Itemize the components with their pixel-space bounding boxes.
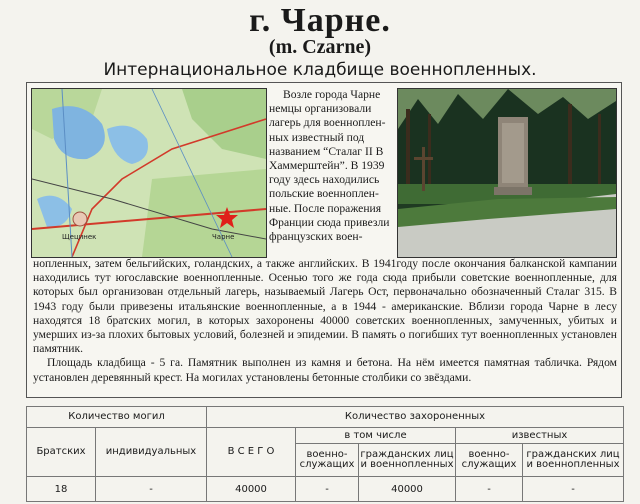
- intro-line: французских воен-: [269, 230, 363, 244]
- memorial-photo: [397, 88, 617, 258]
- intro-line: Возле города Чарне: [283, 88, 381, 101]
- buried-count-header: Количество захороненных: [207, 407, 624, 428]
- military-value: -: [296, 477, 359, 502]
- section-heading: Интернациональное кладбище военнопленных.: [103, 60, 537, 80]
- location-map: [31, 88, 267, 258]
- individual-graves-value: -: [96, 477, 207, 502]
- civilians-header: гражданских лиц и военнопленных: [359, 444, 456, 477]
- intro-line: ных известный под: [269, 130, 365, 144]
- known-civilians-value: -: [523, 477, 624, 502]
- map-label-czarne: Чарне: [212, 233, 235, 241]
- intro-line: ные. После поражения: [269, 201, 382, 215]
- intro-line: году здесь находились: [269, 173, 380, 187]
- page-title: г. Чарне.: [249, 2, 391, 39]
- mass-graves-header: Братских: [27, 427, 96, 477]
- total-value: 40000: [207, 477, 296, 502]
- map-graphic: [32, 89, 266, 257]
- military-header: военно-служащих: [296, 444, 359, 477]
- intro-line: польские военноплен-: [269, 187, 379, 201]
- intro-column-text: [269, 88, 395, 244]
- main-text: [33, 257, 617, 385]
- intro-line: Хаммерштейн”. В 1939: [269, 159, 385, 173]
- individual-graves-header: индивидуальных: [96, 427, 207, 477]
- cemetery-paragraph: Площадь кладбища - 5 га. Памятник выполнен из камня и бетона. На нём имеется памятная табличка. Рядом установлен деревянный крест. На могилах установлены бетонные столбики со звёздами.: [33, 356, 617, 384]
- graves-count-header: Количество могил: [27, 407, 207, 428]
- including-header: в том числе: [296, 427, 456, 444]
- history-paragraph: нопленных, затем бельгийских, голандских, а также английских. В 1941году после окончания балканской кампании находились тут югославские военнопленные. Осенью того же года сюда прибыли советские военнопленные, для которых был организован отдельный лагерь, называемый Лагерь Ост, первоначально обозначенный Сталаг 315. В 1943 году были привезены итальянские военнопленные, а в 1944 - американские. Вблизи города Чарне в лесу находятся 18 братских могил, в которых захоронены 40000 советских военнопленных, замученных, убитых и умерших из-за плохих бытовых условий, болезней и эпидемии. В память о погибших тут военнопленных установлен памятник.: [33, 257, 617, 356]
- mass-graves-value: 18: [27, 477, 96, 502]
- burial-table: [26, 406, 624, 502]
- known-military-header: военно-служащих: [456, 444, 523, 477]
- photo-graphic: [398, 89, 616, 257]
- page-subtitle: (m. Czarne): [268, 36, 372, 58]
- intro-line: Франции сюда привезли: [269, 215, 390, 229]
- intro-line: немцы организовали: [269, 102, 372, 116]
- intro-line: лагерь для военноплен-: [269, 116, 386, 130]
- total-header: В С Е Г О: [207, 427, 296, 477]
- known-header: известных: [456, 427, 624, 444]
- civilians-value: 40000: [359, 477, 456, 502]
- known-civilians-header: гражданских лиц и военнопленных: [523, 444, 624, 477]
- map-label-szczecinek: Щецинек: [62, 233, 97, 241]
- content-panel: [26, 82, 622, 398]
- known-military-value: -: [456, 477, 523, 502]
- intro-line: названием “Сталаг II В: [269, 144, 384, 158]
